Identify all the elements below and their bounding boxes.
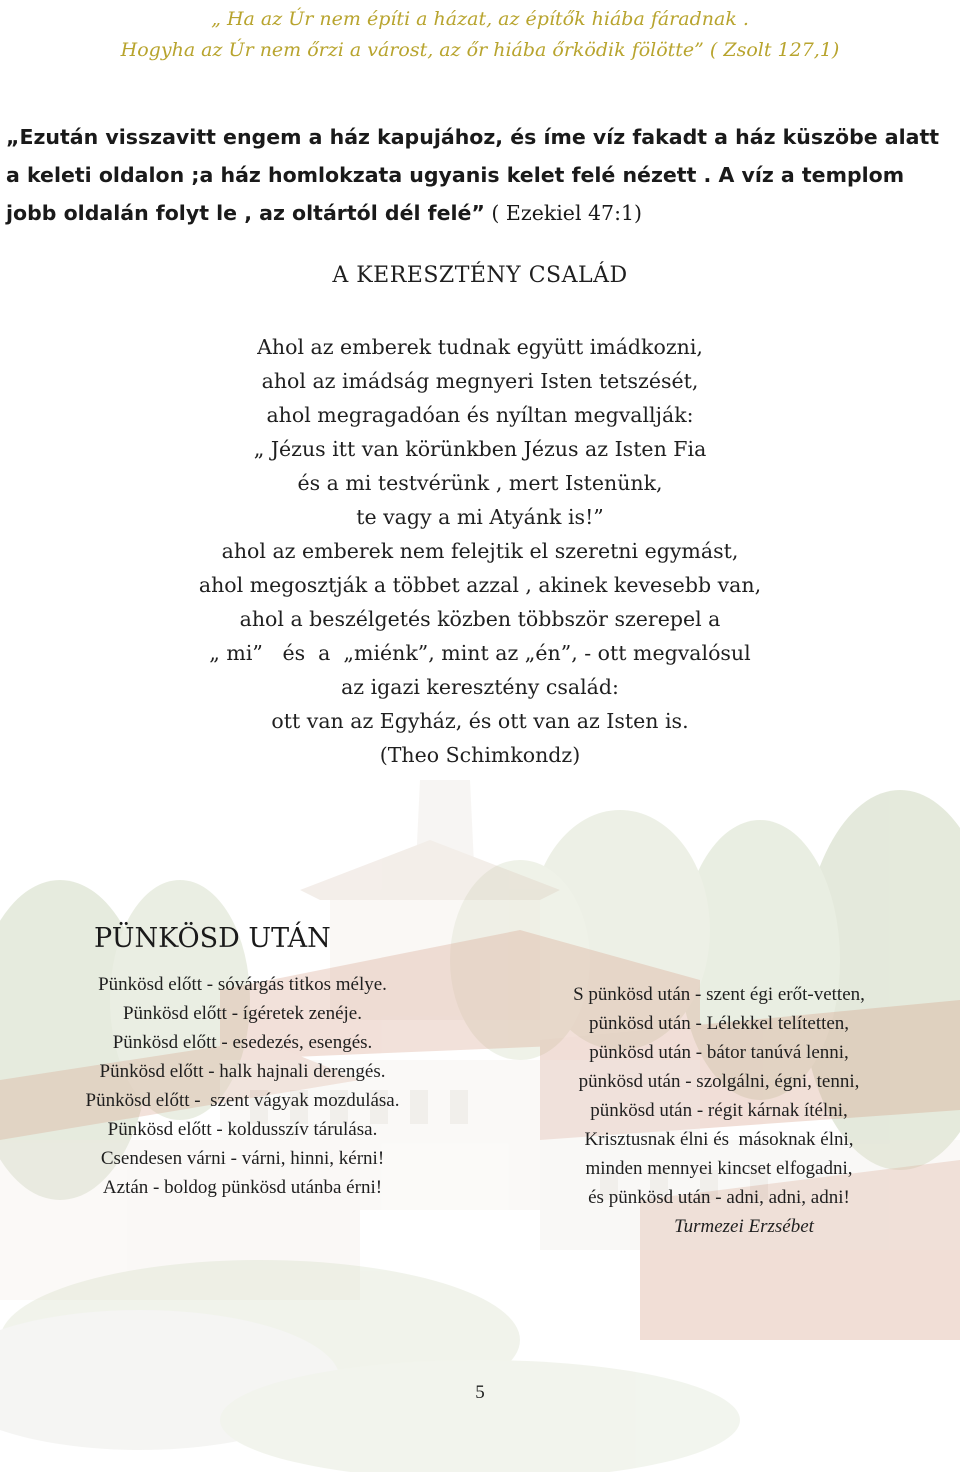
pentecost-left-line: Pünkösd előtt - esedezés, esengés. [112,1032,373,1053]
pentecost-left-line: Pünkösd előtt - halk hajnali derengés. [99,1061,386,1082]
pentecost-right-column [498,980,940,1241]
pentecost-right-line: pünkösd után - szolgálni, égni, tenni, [578,1071,860,1092]
poem-line: „ Jézus itt van körünkben Jézus az Isten Fia [253,437,707,461]
pentecost-right-line: minden mennyei kincset elfogadni, [585,1158,853,1179]
poem-line: ahol az emberek nem felejtik el szeretni egymást, [221,539,739,563]
pentecost-left-line: Aztán - boldog pünkösd utánba érni! [102,1177,383,1198]
pentecost-right-line: és pünkösd után - adni, adni, adni! [588,1187,850,1208]
intro-bible-quote [6,118,954,232]
pentecost-left-line: Pünkösd előtt - koldusszív tárulása. [107,1119,378,1140]
intro-quote-text: „Ezután visszavitt engem a ház kapujához, és íme víz fakadt a ház küszöbe alatt a keleti oldalon ;a ház homlokzata ugyanis kelet felé nézett . A víz a templom jobb oldalán folyt le , az oltártól dél felé” [6,125,940,225]
poem-line: ahol megragadóan és nyíltan megvallják: [266,403,694,427]
page-header-quote [0,4,960,66]
pentecost-right-line: pünkösd után - Lélekkel telítetten, [588,1013,850,1034]
poem-line: Ahol az emberek tudnak együtt imádkozni, [257,335,703,359]
pentecost-right-line: pünkösd után - régit kárnak ítélni, [590,1100,848,1121]
poem-author: (Theo Schimkondz) [379,743,581,767]
poem-title: A KERESZTÉNY CSALÁD [332,263,628,288]
pentecost-left-column [20,970,465,1202]
poem-line: „ mi” és a „miénk”, mint az „én”, - ott megvalósul [209,641,751,665]
poem-line: te vagy a mi Atyánk is!” [356,505,604,529]
poem-line: és a mi testvérünk , mert Istenünk, [297,471,663,495]
pentecost-author: Turmezei Erzsébet [674,1216,814,1237]
poem-line: ahol megosztják a többet azzal , akinek kevesebb van, [198,573,762,597]
poem-line: ott van az Egyház, és ott van az Isten is. [271,709,689,733]
poem-line: az igazi keresztény család: [341,675,619,699]
poem-line: ahol a beszélgetés közben többször szerepel a [239,607,721,631]
intro-quote-reference: ( Ezekiel 47:1) [484,201,643,225]
pentecost-poem-title: PÜNKÖSD UTÁN [94,923,331,954]
pentecost-left-line: Pünkösd előtt - szent vágyak mozdulása. [85,1090,400,1111]
poem-body [0,330,960,772]
pentecost-left-line: Pünkösd előtt - ígéretek zenéje. [122,1003,362,1024]
page-number: 5 [475,1382,485,1403]
header-quote-line-2: Hogyha az Úr nem őrzi a várost, az őr hiába őrködik fölötte” ( Zsolt 127,1) [120,39,840,61]
poem-line: ahol az imádság megnyeri Isten tetszését, [261,369,699,393]
pentecost-left-line: Pünkösd előtt - sóvárgás titkos mélye. [98,974,387,995]
pentecost-right-line: pünkösd után - bátor tanúvá lenni, [589,1042,849,1063]
header-quote-line-1: „ Ha az Úr nem építi a házat, az építők hiába fáradnak . [211,8,749,30]
pentecost-right-line: Krisztusnak élni és másoknak élni, [584,1129,854,1150]
pentecost-left-line: Csendesen várni - várni, hinni, kérni! [100,1148,385,1169]
pentecost-right-line: S pünkösd után - szent égi erőt-vetten, [573,984,865,1005]
